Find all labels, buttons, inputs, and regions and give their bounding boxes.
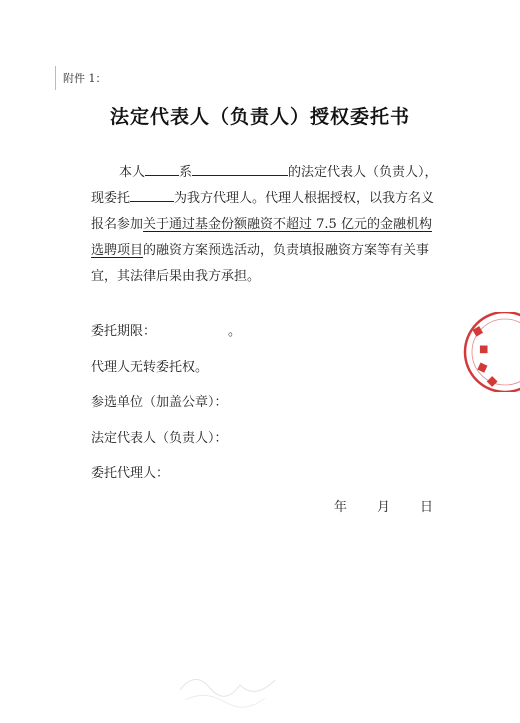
attachment-label: 附件 1：	[63, 72, 107, 85]
date-day: 日	[420, 500, 434, 515]
paragraph-line-2	[91, 186, 436, 212]
text-consequence: 宜，其法律后果由我方承担。	[91, 269, 261, 284]
date-year: 年	[334, 500, 348, 515]
project-name-part-2: 选聘项目	[91, 243, 144, 258]
text-legal-rep: 的法定代表人（负责人），	[288, 165, 438, 180]
paragraph-line-3	[91, 212, 436, 238]
blank-principal-name	[145, 160, 179, 176]
text-entrust: 现委托	[91, 191, 131, 206]
svg-text:■: ■	[475, 360, 489, 375]
agent-label: 委托代理人：	[91, 466, 170, 481]
blank-organization-name	[192, 160, 288, 176]
text-participate: 报名参加	[91, 217, 144, 232]
term-field	[91, 320, 241, 339]
no-sub-delegation: 代理人无转委托权。	[91, 360, 209, 375]
svg-text:■: ■	[484, 374, 500, 389]
paragraph-line-4	[91, 238, 436, 264]
date-month: 月	[377, 500, 391, 515]
company-seal-stamp	[455, 312, 520, 392]
svg-text:■: ■	[471, 324, 485, 339]
svg-text:■: ■	[479, 344, 489, 355]
paragraph-line-1	[91, 160, 436, 186]
date-line	[334, 496, 433, 515]
project-name-part-1: 关于通过基金份额融资不超过 7.5 亿元的金融机构	[143, 217, 432, 232]
blank-agent-name	[130, 186, 174, 202]
margin-rule	[55, 66, 56, 90]
authorization-paragraph	[91, 160, 436, 290]
text-of: 系	[179, 165, 193, 180]
text-principal: 本人	[119, 165, 146, 180]
text-agent-clause: 为我方代理人。代理人根据授权，以我方名义	[174, 191, 435, 206]
term-period: 。	[228, 324, 242, 339]
term-label: 委托期限：	[91, 324, 157, 339]
scan-smudge	[175, 660, 295, 710]
legal-rep-label: 法定代表人（负责人）：	[91, 431, 228, 446]
unit-seal-label: 参选单位（加盖公章）：	[91, 395, 228, 410]
paragraph-line-5	[91, 264, 436, 290]
document-title: 法定代表人（负责人）授权委托书	[109, 106, 410, 128]
text-activity: 的融资方案预选活动，负责填报融资方案等有关事	[143, 243, 430, 258]
